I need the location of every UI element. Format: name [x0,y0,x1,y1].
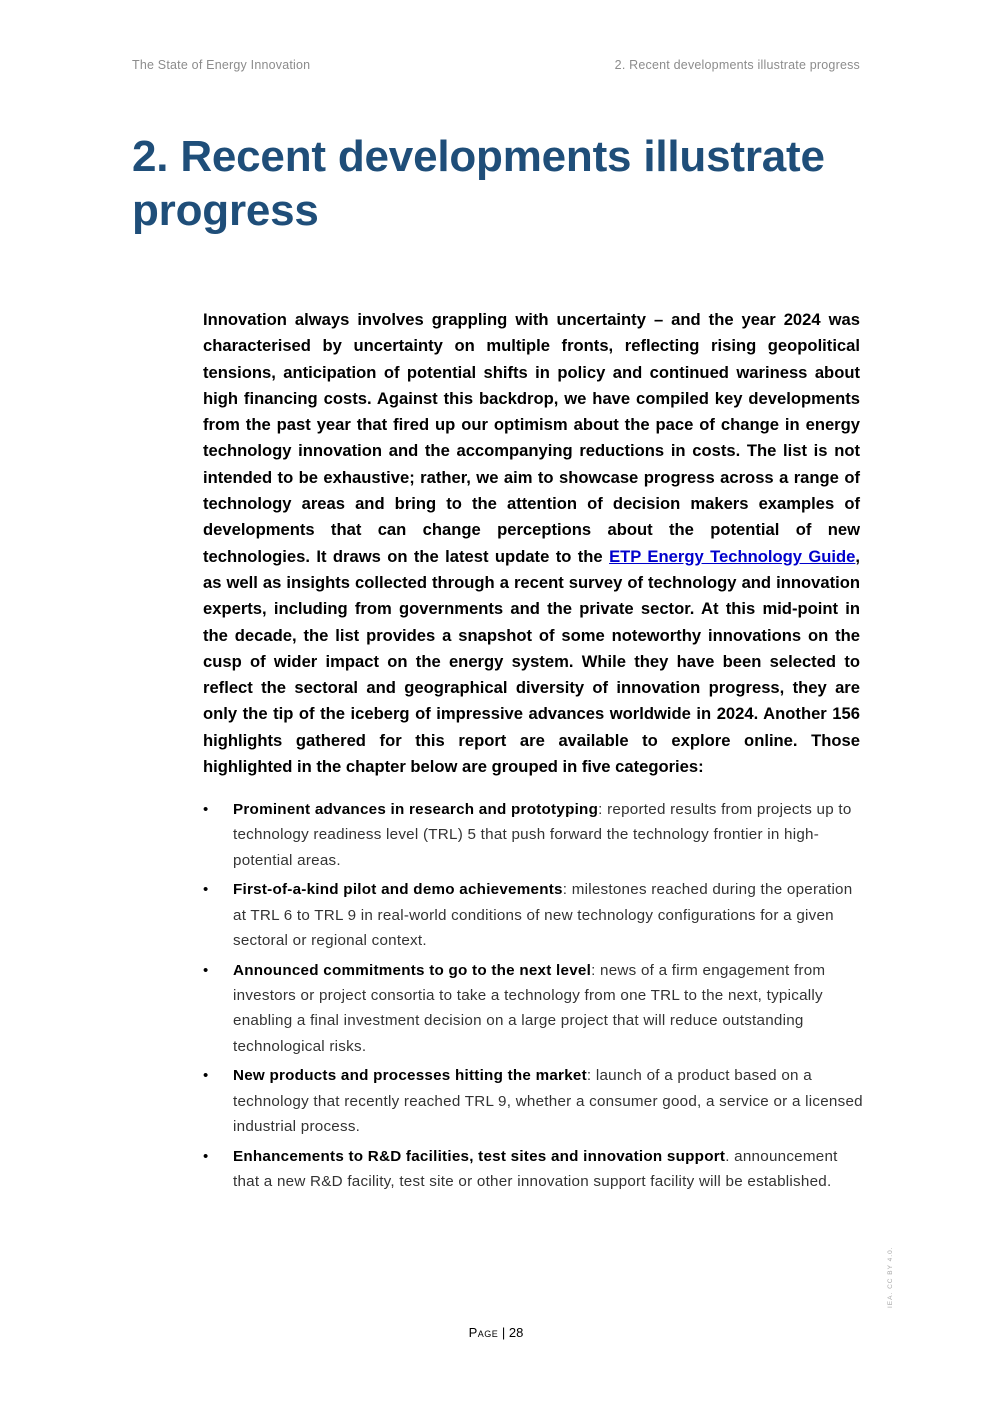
category-item [203,958,863,1059]
category-list [203,797,863,1199]
page-number [0,1325,992,1340]
category-term: New products and processes hitting the market [233,1067,587,1085]
chapter-title: 2. Recent developments illustrate progress [132,132,825,235]
intro-text-after-link: , as well as insights collected through a recent survey of technology and innovation experts, including from governments and the private sector. At this mid-point in the decade, the list provides a snapshot of some noteworthy innovations on the cusp of wider impact on the energy system. While they have been selected to reflect the sectoral and geographical diversity of innovation progress, they are only the tip of the iceberg of impressive advances worldwide in 2024. Another 156 highlights gathered for this report are available to explore online. Those highlighted in the chapter below are grouped in five categories: [203,546,860,777]
bullet-icon: • [203,881,209,899]
category-term: Announced commitments to go to the next level [233,961,592,979]
category-separator: . [725,1147,730,1165]
category-description: launch of a product based on a technology that recently reached TRL 9, whether a consumer good, a service or a licensed industrial process. [233,1067,863,1136]
category-separator: : [591,961,596,979]
category-term: Prominent advances in research and prototyping [233,801,599,818]
category-separator: : [586,1067,592,1085]
bullet-icon: • [203,1147,209,1165]
category-term: Enhancements to R&D facilities, test sites and innovation support [233,1147,726,1165]
intro-paragraph [203,307,860,780]
category-item [203,1063,863,1139]
header-document-title: The State of Energy Innovation [132,58,311,72]
category-separator: : [598,801,603,818]
etp-guide-link[interactable]: ETP Energy Technology Guide [609,546,856,566]
category-description: milestones reached during the operation at TRL 6 to TRL 9 in real-world conditions of new technology configurations for a given sectoral or regional context. [233,881,853,949]
bullet-icon: • [203,1067,209,1085]
running-header [132,58,860,76]
bullet-icon: • [203,961,209,979]
license-note: IEA. CC BY 4.0. [887,1246,894,1308]
category-separator: : [562,881,568,899]
category-description: announcement that a new R&D facility, test site or other innovation support facility will be established. [233,1147,838,1191]
category-description: reported results from projects up to technology readiness level (TRL) 5 that push forward the technology frontier in high-potential areas. [233,801,852,869]
header-chapter-title: 2. Recent developments illustrate progress [614,58,860,72]
intro-text-before-link: Innovation always involves grappling with uncertainty – and the year 2024 was characterised by uncertainty on multiple fronts, reflecting rising geopolitical tensions, anticipation of potential shifts in policy and continued wariness about high financing costs. Against this backdrop, we have compiled key developments from the past year that fired up our optimism about the pace of change in energy technology innovation and the accompanying reductions in costs. The list is not intended to be exhaustive; rather, we aim to showcase progress across a range of technology areas and bring to the attention of decision makers examples of developments that can change perceptions about the potential of new technologies. It draws on the latest update to the [203,310,860,566]
category-term: First-of-a-kind pilot and demo achievements [233,881,563,899]
category-item [203,797,863,873]
page-number-value: 28 [508,1325,524,1340]
category-item [203,877,863,953]
category-description: news of a firm engagement from investors or project consortia to take a technology from one TRL to the next, typically enabling a final investment decision on a large project that will reduce outstanding technological risks. [233,961,826,1055]
category-item [203,1144,863,1195]
bullet-icon: • [203,801,209,818]
page-separator: | [498,1325,509,1340]
page-label: Page [468,1325,499,1340]
